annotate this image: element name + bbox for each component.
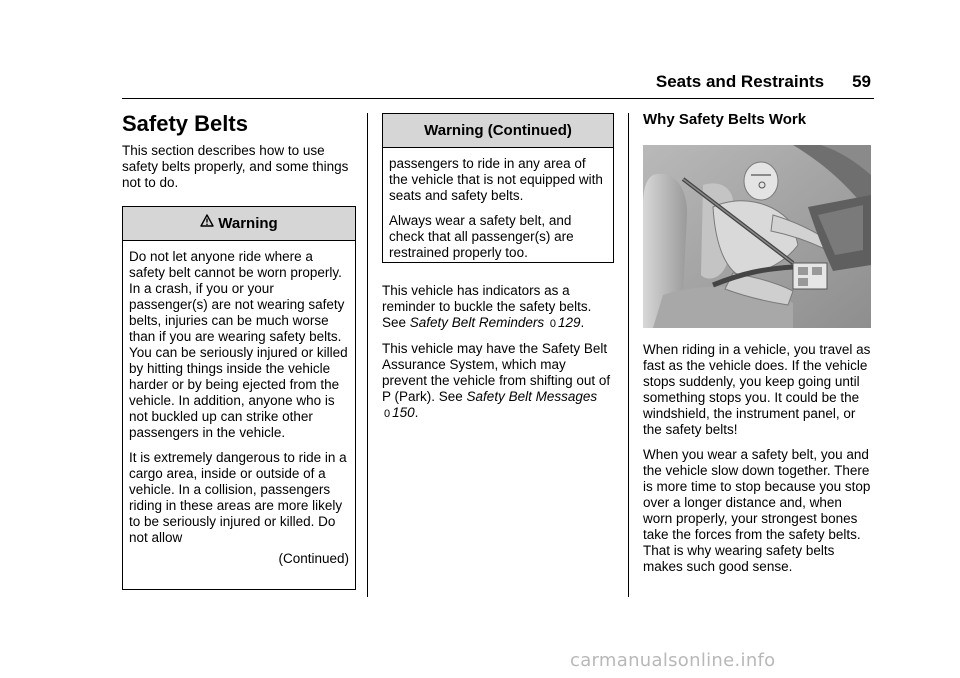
page-ref-arrow-icon: 0 bbox=[384, 408, 391, 420]
page-ref-arrow-icon: 0 bbox=[549, 318, 556, 330]
header-rule bbox=[122, 98, 874, 99]
reminder-paragraph: This vehicle has indicators as a reminder to buckle the safety belts. See Safety Belt Reminders 0 129. bbox=[382, 283, 592, 330]
warning-paragraph-2: It is extremely dangerous to ride in a cargo area, inside or outside of a vehicle. In a collision, passengers riding in these areas are more likely to be seriously injured or killed. Do not allow bbox=[129, 450, 347, 545]
continued-label: (Continued) bbox=[278, 551, 349, 566]
column-divider-left bbox=[367, 113, 368, 597]
warning-continued-box bbox=[382, 113, 614, 263]
watermark: carmanualsonline.info bbox=[570, 650, 776, 671]
warning-box bbox=[122, 206, 356, 590]
warning-continued-paragraph-2: Always wear a safety belt, and check that all passenger(s) are restrained properly too. bbox=[389, 213, 574, 260]
crash-illustration bbox=[643, 145, 871, 328]
warning-continued-body bbox=[383, 148, 613, 274]
assurance-paragraph: This vehicle may have the Safety Belt Assurance System, which may prevent the vehicle from shifting out of P (Park). See Safety Belt Messages 0 150. bbox=[382, 341, 611, 420]
warning-continued-paragraph-1: passengers to ride in any area of the vehicle that is not equipped with seats and safety belts. bbox=[389, 156, 603, 203]
warning-title: Warning bbox=[218, 215, 278, 232]
page-header bbox=[545, 72, 871, 92]
column-2 bbox=[382, 113, 614, 431]
safety-belt-reminders-link[interactable]: Safety Belt Reminders bbox=[409, 315, 545, 330]
paragraph-2: When you wear a safety belt, you and the vehicle slow down together. There is more time to stop because you stop over a longer distance and, when worn properly, your strongest bones take the forces from the safety belts. That is why wearing safety belts makes such good sense. bbox=[643, 447, 871, 574]
column-1 bbox=[122, 111, 356, 590]
paragraph-1: When riding in a vehicle, you travel as fast as the vehicle does. If the vehicle stops suddenly, you keep going until something stops you. It could be the windshield, the instrument panel, or the safety belts! bbox=[643, 342, 871, 437]
page-ref-129[interactable]: 129 bbox=[557, 315, 581, 330]
intro-paragraph: This section describes how to use safety belts properly, and some things not to do. bbox=[122, 143, 349, 190]
warning-body bbox=[123, 241, 355, 571]
warning-header bbox=[123, 207, 355, 241]
page-ref-150[interactable]: 150 bbox=[392, 405, 415, 420]
safety-belt-messages-link[interactable]: Safety Belt Messages bbox=[466, 389, 598, 404]
warning-continued-header: Warning (Continued) bbox=[383, 114, 613, 148]
section-heading: Safety Belts bbox=[122, 111, 248, 136]
warning-paragraph-1: Do not let anyone ride where a safety belt cannot be worn properly. In a crash, if you or your passenger(s) are not wearing safety belts, injuries can be much worse than if you are wearing safety belts. You can be seriously injured or killed by hitting things inside the vehicle harder or by being ejected from the vehicle. In addition, anyone who is not buckled up can strike other passengers in the vehicle. bbox=[129, 249, 348, 440]
subsection-heading: Why Safety Belts Work bbox=[643, 111, 807, 128]
column-divider-right bbox=[628, 113, 629, 597]
section-title: Seats and Restraints bbox=[655, 72, 825, 91]
page-number: 59 bbox=[852, 72, 871, 91]
column-3 bbox=[643, 111, 873, 584]
warning-triangle-icon bbox=[200, 206, 214, 239]
